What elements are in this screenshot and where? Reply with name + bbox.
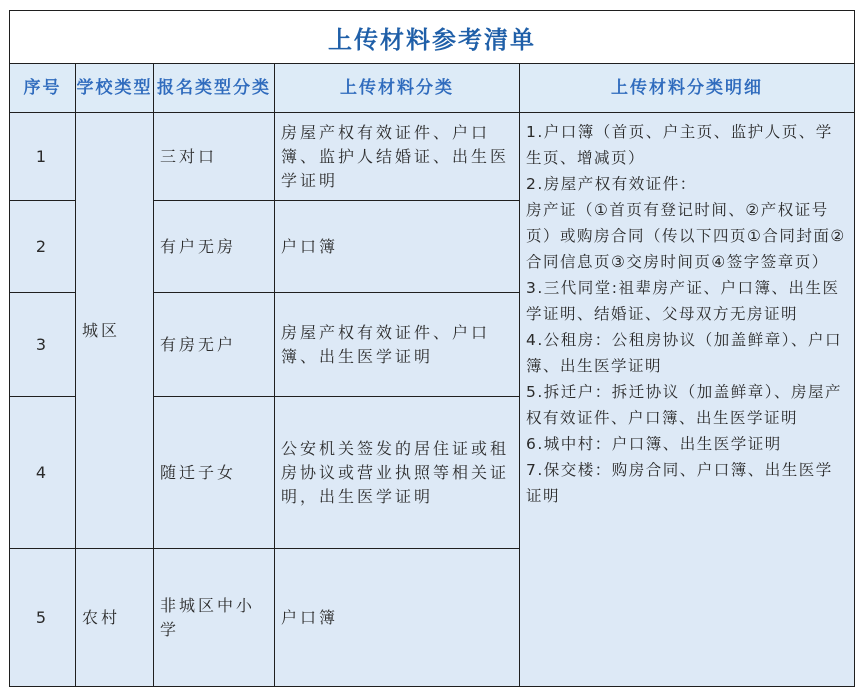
registration-type: 有房无户 [154, 293, 275, 397]
header-material-detail: 上传材料分类明细 [520, 64, 855, 113]
registration-type: 三对口 [154, 113, 275, 201]
row-index: 3 [10, 293, 76, 397]
table-row [10, 113, 855, 201]
materials-table [9, 10, 855, 687]
material-category: 户口簿 [275, 549, 520, 687]
detail-item: 5.拆迁户：拆迁协议（加盖鲜章）、房屋产权有效证件、户口簿、出生医学证明 [526, 383, 843, 427]
row-index: 2 [10, 201, 76, 293]
material-category: 公安机关签发的居住证或租房协议或营业执照等相关证明，出生医学证明 [275, 397, 520, 549]
registration-type: 非城区中小学 [154, 549, 275, 687]
table-title: 上传材料参考清单 [10, 11, 855, 64]
row-index: 1 [10, 113, 76, 201]
header-material-category: 上传材料分类 [275, 64, 520, 113]
header-school-type: 学校类型 [76, 64, 154, 113]
row-index: 5 [10, 549, 76, 687]
header-registration-type: 报名类型分类 [154, 64, 275, 113]
material-category: 房屋产权有效证件、户口簿、出生医学证明 [275, 293, 520, 397]
detail-item: 1.户口簿（首页、户主页、监护人页、学生页、增减页） [526, 123, 833, 167]
detail-item: 房产证（①首页有登记时间、②产权证号页）或购房合同（传以下四页①合同封面②合同信息页③交房时间页④签字签章页） [526, 201, 846, 271]
material-category: 房屋产权有效证件、户口簿、监护人结婚证、出生医学证明 [275, 113, 520, 201]
row-index: 4 [10, 397, 76, 549]
school-type-rural: 农村 [76, 549, 154, 687]
detail-item: 2.房屋产权有效证件： [526, 175, 697, 193]
school-type-urban: 城区 [76, 113, 154, 549]
header-index: 序号 [10, 64, 76, 113]
detail-item: 4.公租房：公租房协议（加盖鲜章）、户口簿、出生医学证明 [526, 331, 843, 375]
material-detail-cell [520, 113, 855, 687]
registration-type: 随迁子女 [154, 397, 275, 549]
detail-item: 6.城中村：户口簿、出生医学证明 [526, 435, 782, 453]
detail-item: 7.保交楼：购房合同、户口簿、出生医学证明 [526, 461, 833, 505]
material-category: 户口簿 [275, 201, 520, 293]
registration-type: 有户无房 [154, 201, 275, 293]
detail-item: 3.三代同堂:祖辈房产证、户口簿、出生医学证明、结婚证、父母双方无房证明 [526, 279, 840, 323]
